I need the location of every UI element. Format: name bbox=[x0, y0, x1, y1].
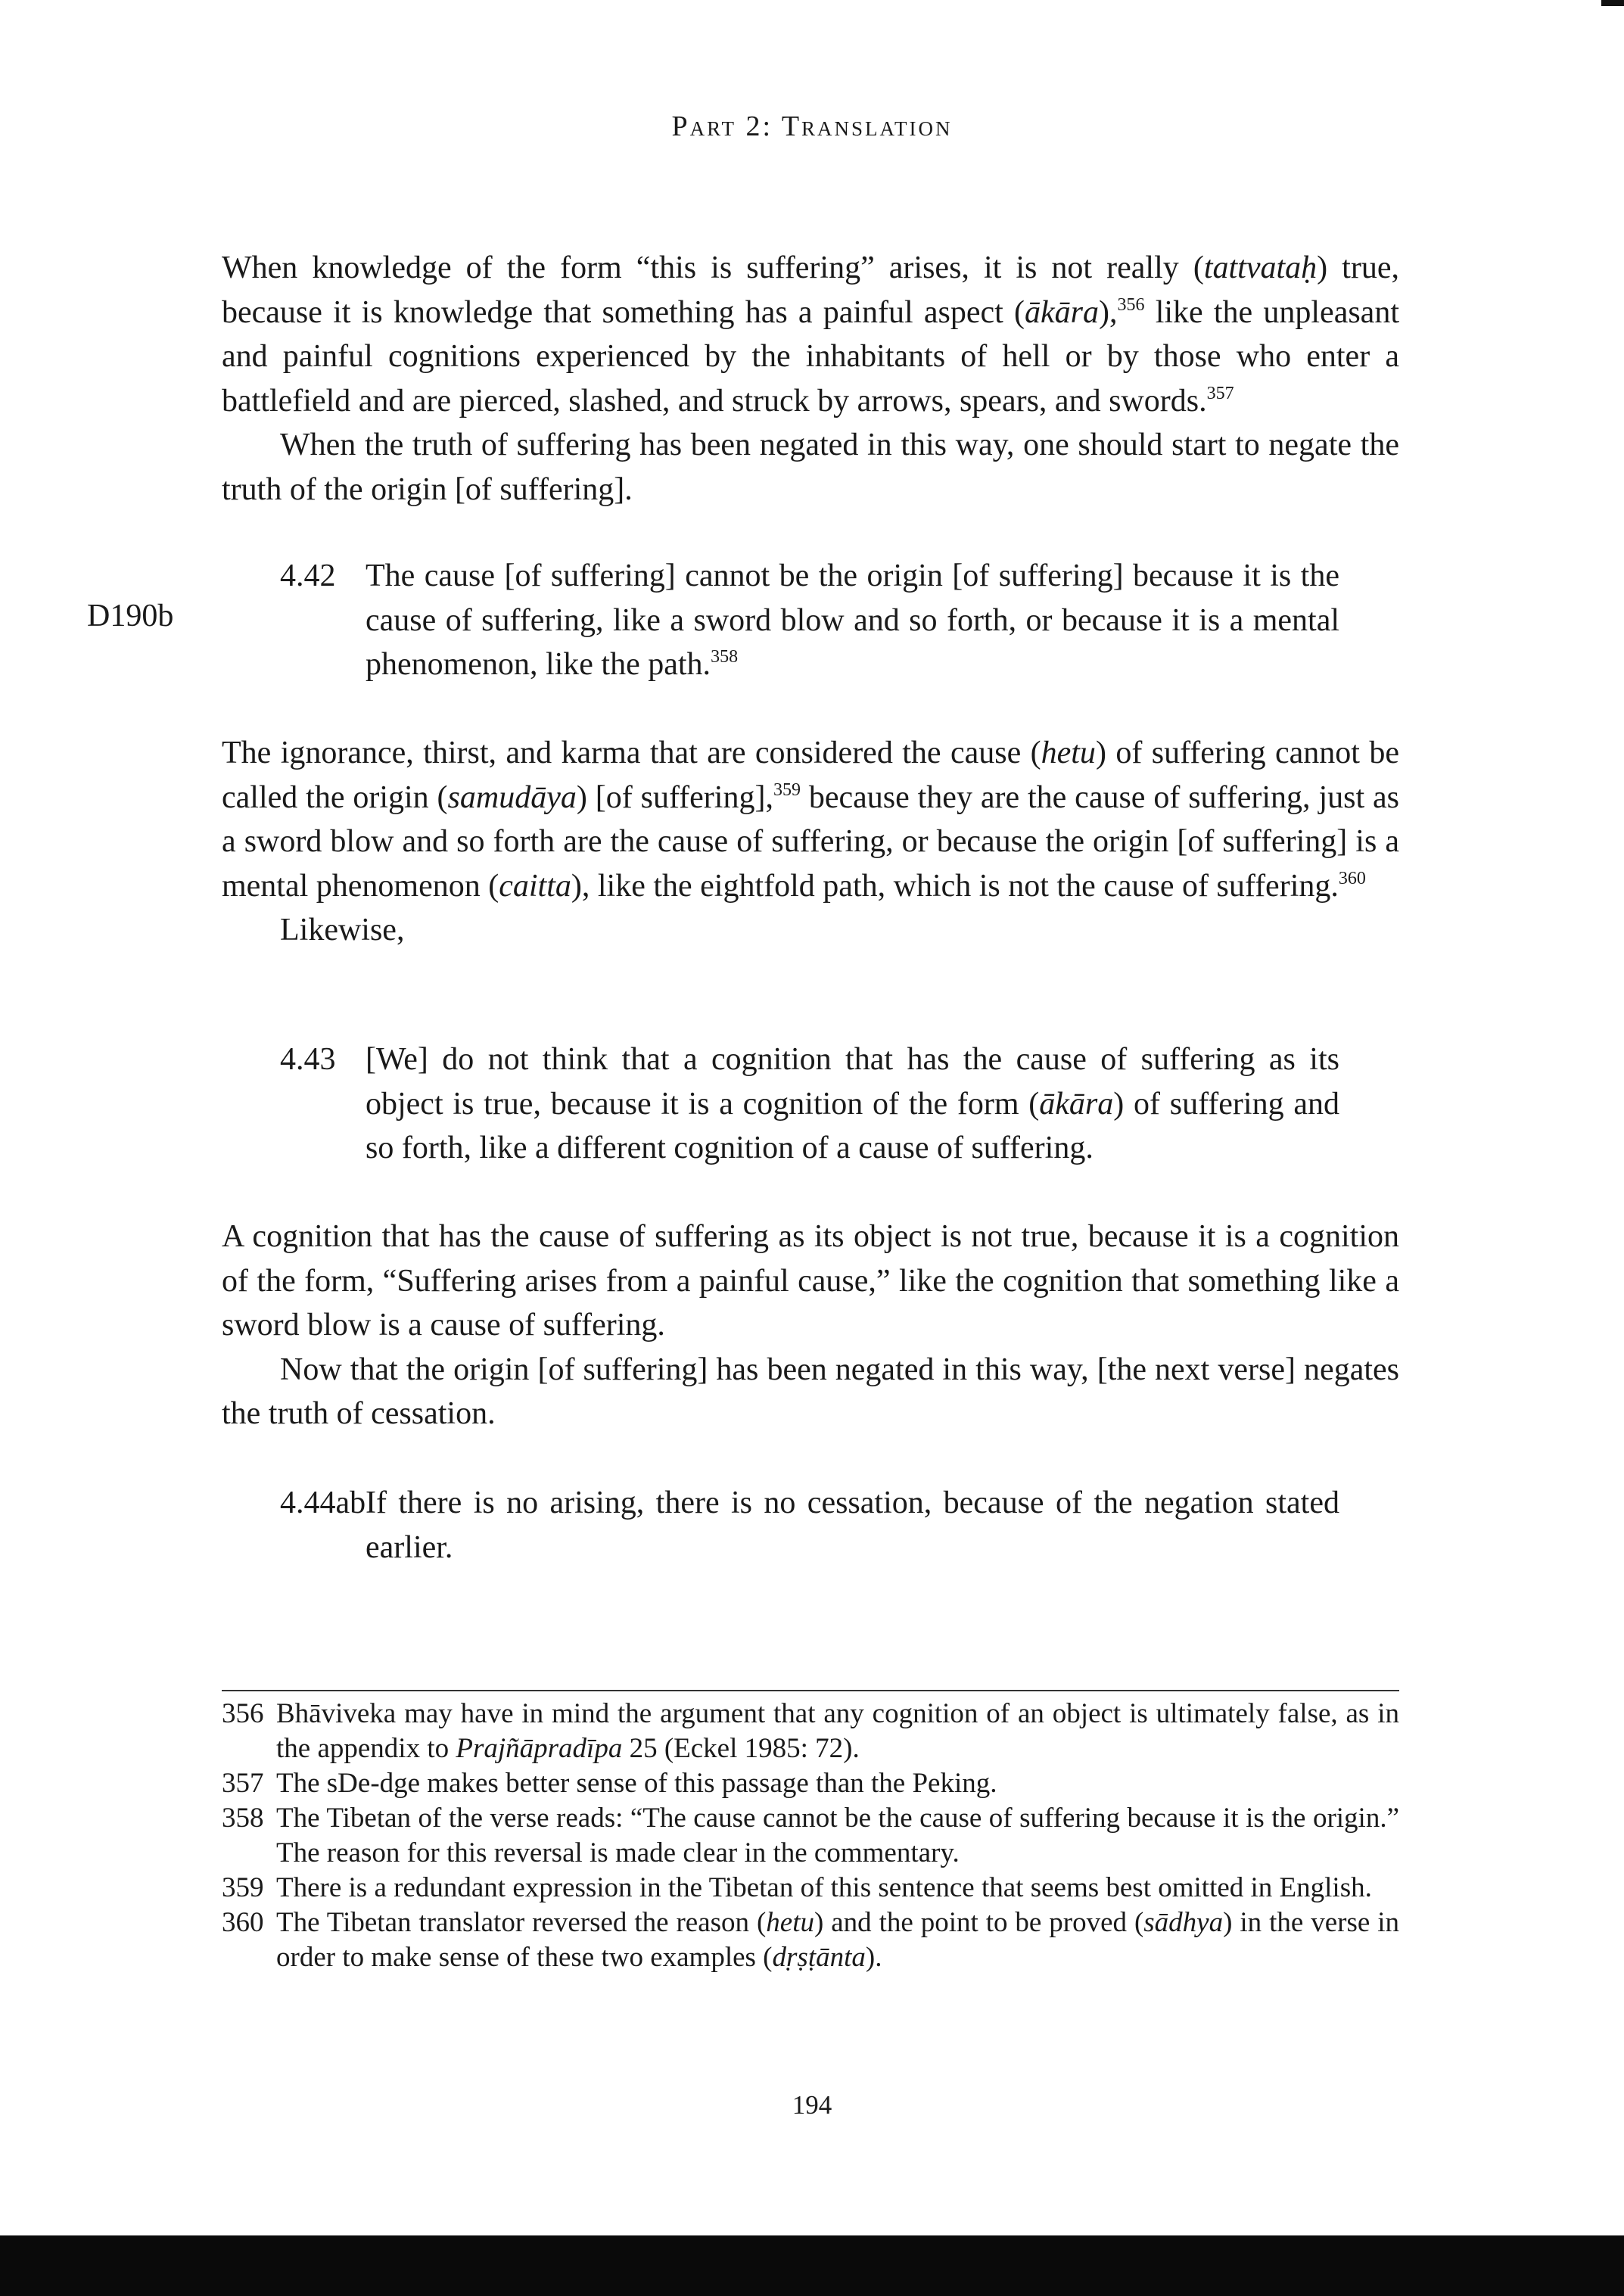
footnote-number: 357 bbox=[222, 1768, 264, 1799]
verse-4-43 bbox=[280, 1038, 1339, 1171]
footnote-ref-357[interactable]: 357 bbox=[1206, 383, 1234, 403]
verse-text: The cause [of suffering] cannot be the origin [of suffering] because it is the cause of suffering, like a sword blow and so forth, or because it is a mental phenomenon, like the path.$^{358}$ bbox=[366, 558, 1339, 682]
footnote-ref-360[interactable]: 360 bbox=[1338, 868, 1366, 888]
footnote-number: 356 bbox=[222, 1698, 264, 1729]
footnote-ref-359[interactable]: 359 bbox=[773, 779, 801, 800]
footnote-number: 359 bbox=[222, 1872, 264, 1903]
paragraph-3: The ignorance, thirst, and karma that are considered the cause (hetu) of suffering cannot be called the origin (samudāya) [of suffering],$^{359}$ because they are the cause of suffering, just as a sword blow and so forth are the cause of suffering, or because the origin [of suffering] is a mental phenomenon (caitta), like the eightfold path, which is not the cause of suffering.$^{360}$ bbox=[222, 736, 1399, 904]
verse-number: 4.42 bbox=[280, 558, 336, 593]
paragraph-4: Likewise, bbox=[280, 913, 405, 947]
footnote-ref-358[interactable]: 358 bbox=[711, 647, 739, 667]
footnote-360: 360 The Tibetan translator reversed the reason (hetu) and the point to be proved (sādhya) in the verse in order to make sense of these two examples (dṛṣṭānta). bbox=[222, 1907, 1399, 1973]
verse-text: If there is no arising, there is no cessation, because of the negation stated earlier. bbox=[366, 1486, 1339, 1565]
verse-4-42 bbox=[280, 554, 1339, 687]
footnote-358: 358 The Tibetan of the verse reads: “The cause cannot be the cause of suffering because it is the origin.” The reason for this reversal is made clear in the commentary. bbox=[222, 1803, 1399, 1868]
footnote-359: 359 There is a redundant expression in the Tibetan of this sentence that seems best omitted in English. bbox=[222, 1871, 1399, 1906]
page-number: 194 bbox=[792, 2090, 832, 2120]
paragraph-1: When knowledge of the form “this is suffering” arises, it is not really (tattvataḥ) true, because it is knowledge that something has a painful aspect (ākāra),$^{356}$ like the unpleasant and painful cognitions experienced by the inhabitants of hell or by those who enter a battlefield and are pierced, slashed, and struck by arrows, spears, and swords.$^{357}$ bbox=[222, 250, 1399, 418]
text-block-3 bbox=[222, 1215, 1399, 1436]
scan-bottom-border bbox=[0, 2235, 1624, 2296]
footnote-number: 358 bbox=[222, 1803, 264, 1834]
verse-text: [We] do not think that a cognition that has the cause of suffering as its object is true, because it is a cognition of the form (ākāra) of suffering and so forth, like a different cognition of a cause of suffering. bbox=[366, 1042, 1339, 1165]
paragraph-6: Now that the origin [of suffering] has been negated in this way, [the next verse] negates the truth of cessation. bbox=[222, 1352, 1399, 1431]
footnote-356: 356 Bhāviveka may have in mind the argument that any cognition of an object is ultimately false, as in the appendix to Prajñāpradīpa 25 (Eckel 1985: 72). bbox=[222, 1698, 1399, 1764]
margin-reference: D190b bbox=[87, 599, 174, 633]
scan-corner-mark bbox=[1601, 0, 1624, 6]
paragraph-2: When the truth of suffering has been negated in this way, one should start to negate the truth of the origin [of suffering]. bbox=[222, 428, 1399, 507]
footnote-357: 357 The sDe-dge makes better sense of this passage than the Peking. bbox=[222, 1766, 1399, 1801]
footnote-ref-356[interactable]: 356 bbox=[1117, 294, 1145, 315]
text-block-1 bbox=[222, 246, 1399, 512]
verse-number: 4.43 bbox=[280, 1042, 336, 1077]
verse-4-44ab bbox=[280, 1481, 1339, 1570]
verse-number: 4.44ab bbox=[280, 1486, 366, 1520]
paragraph-5: A cognition that has the cause of suffering as its object is not true, because it is a cognition of the form, “Suffering arises from a painful cause,” like the cognition that something like a sword blow is a cause of suffering. bbox=[222, 1219, 1399, 1342]
footnotes bbox=[222, 1697, 1399, 1975]
text-block-2 bbox=[222, 731, 1399, 953]
running-head: Part 2: Translation bbox=[671, 110, 953, 142]
footnote-number: 360 bbox=[222, 1907, 264, 1938]
footnote-rule bbox=[222, 1690, 1399, 1691]
